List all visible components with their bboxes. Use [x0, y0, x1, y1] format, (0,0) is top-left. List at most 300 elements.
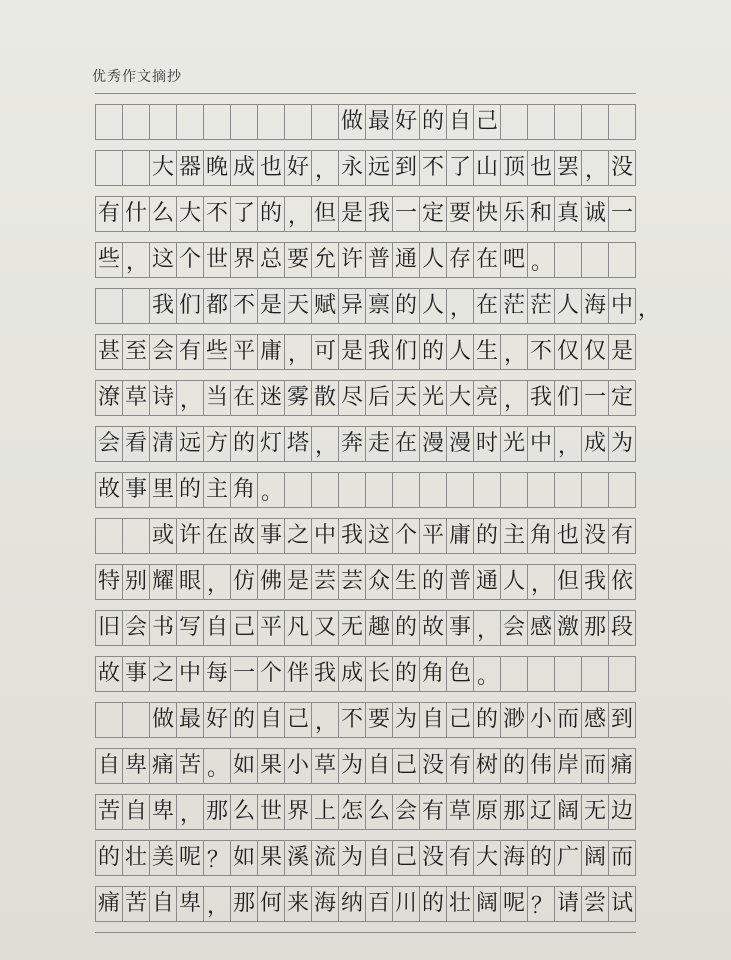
empty-cell — [96, 151, 123, 185]
char-cell: 的 — [420, 335, 447, 369]
text-row — [95, 887, 636, 921]
char-cell: 一 — [231, 657, 258, 691]
empty-cell — [555, 105, 582, 139]
empty-cell — [555, 473, 582, 507]
char-cell: 自 — [420, 703, 447, 737]
char-cell: 亮 — [474, 381, 501, 415]
empty-cell — [285, 105, 312, 139]
char-cell: 潦 — [96, 381, 123, 415]
char-cell: 的 — [420, 887, 447, 921]
char-cell: ， — [285, 335, 312, 369]
char-cell: 我 — [312, 657, 339, 691]
grid-separator — [95, 645, 636, 657]
empty-cell — [582, 473, 609, 507]
char-cell: 又 — [312, 611, 339, 645]
empty-cell — [474, 473, 501, 507]
empty-cell — [501, 657, 528, 691]
char-cell: 草 — [312, 749, 339, 783]
text-row — [95, 519, 636, 553]
char-cell: 的 — [501, 749, 528, 783]
char-cell: ， — [285, 197, 312, 231]
char-cell: ， — [501, 335, 528, 369]
char-cell: 会 — [123, 611, 150, 645]
text-row — [95, 335, 636, 369]
empty-cell — [123, 151, 150, 185]
char-cell: 为 — [609, 427, 636, 461]
char-cell: 到 — [393, 151, 420, 185]
char-cell: 渺 — [501, 703, 528, 737]
char-cell: 苦 — [96, 795, 123, 829]
title-char: 好 — [393, 105, 420, 139]
char-cell: ， — [582, 151, 609, 185]
char-cell: ？ — [528, 887, 555, 921]
char-cell: 或 — [150, 519, 177, 553]
char-cell: 异 — [339, 289, 366, 323]
empty-cell — [582, 105, 609, 139]
char-cell: 原 — [474, 795, 501, 829]
char-cell: 当 — [204, 381, 231, 415]
char-cell: 在 — [393, 427, 420, 461]
char-cell: 要 — [285, 243, 312, 277]
char-cell: 在 — [204, 519, 231, 553]
char-cell: 我 — [582, 565, 609, 599]
char-cell: 许 — [339, 243, 366, 277]
char-cell: 事 — [258, 519, 285, 553]
char-cell: 漫 — [420, 427, 447, 461]
char-cell: 美 — [150, 841, 177, 875]
char-cell: 海 — [312, 887, 339, 921]
char-cell: 永 — [339, 151, 366, 185]
char-cell: 我 — [366, 197, 393, 231]
char-cell: 不 — [528, 335, 555, 369]
char-cell: 书 — [150, 611, 177, 645]
char-cell: 在 — [231, 381, 258, 415]
char-cell: 要 — [447, 197, 474, 231]
char-cell: 人 — [447, 335, 474, 369]
char-cell: 么 — [231, 795, 258, 829]
char-cell: 角 — [231, 473, 258, 507]
text-row — [95, 749, 636, 783]
char-cell: 己 — [447, 703, 474, 737]
char-cell: ， — [474, 611, 501, 645]
char-cell: 器 — [177, 151, 204, 185]
empty-cell — [501, 473, 528, 507]
char-cell: 生 — [393, 565, 420, 599]
char-cell: 阔 — [582, 841, 609, 875]
char-cell: 成 — [231, 151, 258, 185]
char-cell: 仅 — [555, 335, 582, 369]
grid-separator — [95, 231, 636, 243]
char-cell: 的 — [474, 519, 501, 553]
text-row — [95, 657, 636, 691]
grid-separator — [95, 599, 636, 611]
char-cell: 在 — [474, 289, 501, 323]
char-cell: 角 — [420, 657, 447, 691]
char-cell: 通 — [474, 565, 501, 599]
char-cell: 大 — [177, 197, 204, 231]
grid-separator — [95, 369, 636, 381]
char-cell: 无 — [582, 795, 609, 829]
char-cell: 那 — [231, 887, 258, 921]
char-cell: 的 — [393, 657, 420, 691]
empty-cell — [96, 703, 123, 737]
char-cell: 伟 — [528, 749, 555, 783]
text-row — [95, 151, 636, 185]
char-cell: 眼 — [177, 565, 204, 599]
empty-cell — [204, 105, 231, 139]
char-cell: 仿 — [231, 565, 258, 599]
char-cell: 痛 — [150, 749, 177, 783]
char-cell: 好 — [285, 151, 312, 185]
char-cell: 后 — [366, 381, 393, 415]
char-cell: 的 — [258, 197, 285, 231]
char-cell: 一 — [582, 381, 609, 415]
char-cell: 请 — [555, 887, 582, 921]
char-cell: 顶 — [501, 151, 528, 185]
char-cell: 百 — [366, 887, 393, 921]
char-cell: 普 — [366, 243, 393, 277]
empty-cell — [339, 473, 366, 507]
text-row — [95, 427, 636, 461]
char-cell: 要 — [366, 703, 393, 737]
char-cell: 成 — [582, 427, 609, 461]
char-cell: 每 — [204, 657, 231, 691]
char-cell: 果 — [258, 841, 285, 875]
char-cell: 天 — [285, 289, 312, 323]
char-cell: 迷 — [258, 381, 285, 415]
empty-cell — [420, 473, 447, 507]
char-cell: 何 — [258, 887, 285, 921]
char-cell: 到 — [609, 703, 636, 737]
empty-cell — [96, 289, 123, 323]
char-cell: 伴 — [285, 657, 312, 691]
char-cell: ， — [312, 151, 339, 185]
char-cell: 苦 — [123, 887, 150, 921]
char-cell: ， — [312, 703, 339, 737]
char-cell: 主 — [204, 473, 231, 507]
char-cell: 试 — [609, 887, 636, 921]
char-cell: 的 — [393, 289, 420, 323]
char-cell: 个 — [177, 243, 204, 277]
char-cell: ？ — [204, 841, 231, 875]
char-cell: 感 — [528, 611, 555, 645]
char-cell: 呢 — [177, 841, 204, 875]
char-cell: 许 — [177, 519, 204, 553]
char-cell: 普 — [447, 565, 474, 599]
text-row — [95, 473, 636, 507]
char-cell: 我 — [150, 289, 177, 323]
char-cell: 长 — [366, 657, 393, 691]
char-cell: 之 — [285, 519, 312, 553]
text-row — [95, 197, 636, 231]
title-char: 己 — [474, 105, 501, 139]
char-cell: ， — [177, 381, 204, 415]
char-cell: 那 — [582, 611, 609, 645]
page-header: 优秀作文摘抄 — [92, 69, 182, 85]
margin-punctuation: ， — [638, 297, 661, 322]
empty-cell — [393, 473, 420, 507]
char-cell: 那 — [204, 795, 231, 829]
char-cell: 是 — [609, 335, 636, 369]
char-cell: 岸 — [555, 749, 582, 783]
char-cell: 卑 — [177, 887, 204, 921]
char-cell: 赋 — [312, 289, 339, 323]
char-cell: 草 — [447, 795, 474, 829]
char-cell: 走 — [366, 427, 393, 461]
text-row — [95, 795, 636, 829]
char-cell: 远 — [366, 151, 393, 185]
empty-cell — [582, 243, 609, 277]
char-cell: 事 — [123, 657, 150, 691]
char-cell: 一 — [609, 197, 636, 231]
char-cell: 众 — [366, 565, 393, 599]
char-cell: 人 — [501, 565, 528, 599]
char-cell: 中 — [312, 519, 339, 553]
char-cell: 晚 — [204, 151, 231, 185]
char-cell: 自 — [123, 795, 150, 829]
char-cell: ， — [555, 427, 582, 461]
char-cell: 故 — [96, 657, 123, 691]
char-cell: 也 — [258, 151, 285, 185]
char-cell: 角 — [528, 519, 555, 553]
char-cell: 无 — [339, 611, 366, 645]
char-cell: 。 — [528, 243, 555, 277]
char-cell: 散 — [312, 381, 339, 415]
char-cell: 时 — [474, 427, 501, 461]
empty-cell — [96, 105, 123, 139]
char-cell: 是 — [339, 335, 366, 369]
char-cell: 乐 — [501, 197, 528, 231]
char-cell: 没 — [420, 841, 447, 875]
char-cell: 人 — [420, 289, 447, 323]
char-cell: 是 — [339, 197, 366, 231]
char-cell: 庸 — [447, 519, 474, 553]
char-cell: 世 — [258, 795, 285, 829]
char-cell: 己 — [393, 749, 420, 783]
text-row — [95, 289, 661, 323]
char-cell: 但 — [555, 565, 582, 599]
char-cell: 草 — [123, 381, 150, 415]
char-cell: 没 — [609, 151, 636, 185]
empty-cell — [609, 473, 636, 507]
char-cell: 仅 — [582, 335, 609, 369]
char-cell: 塔 — [285, 427, 312, 461]
char-cell: 了 — [447, 151, 474, 185]
char-cell: 都 — [204, 289, 231, 323]
char-cell: 有 — [420, 795, 447, 829]
title-char: 自 — [447, 105, 474, 139]
char-cell: 做 — [150, 703, 177, 737]
char-cell: ， — [177, 795, 204, 829]
char-cell: 大 — [150, 151, 177, 185]
char-cell: 光 — [420, 381, 447, 415]
grid-separator — [95, 323, 636, 335]
char-cell: ， — [204, 565, 231, 599]
char-cell: 我 — [366, 335, 393, 369]
grid-separator — [95, 829, 636, 841]
char-cell: 么 — [366, 795, 393, 829]
empty-cell — [123, 289, 150, 323]
char-cell: 为 — [393, 703, 420, 737]
grid-separator — [95, 461, 636, 473]
empty-cell — [609, 657, 636, 691]
title-row — [95, 105, 636, 139]
char-cell: 不 — [231, 289, 258, 323]
char-cell: 怎 — [339, 795, 366, 829]
text-row — [95, 841, 636, 875]
char-cell: 为 — [339, 841, 366, 875]
empty-cell — [528, 105, 555, 139]
title-char: 最 — [366, 105, 393, 139]
char-cell: 诗 — [150, 381, 177, 415]
char-cell: 可 — [312, 335, 339, 369]
char-cell: 边 — [609, 795, 636, 829]
char-cell: 佛 — [258, 565, 285, 599]
char-cell: 允 — [312, 243, 339, 277]
char-cell: 禀 — [366, 289, 393, 323]
char-cell: 激 — [555, 611, 582, 645]
char-cell: 茫 — [528, 289, 555, 323]
char-cell: 也 — [528, 151, 555, 185]
char-cell: 自 — [258, 703, 285, 737]
char-cell: 的 — [528, 841, 555, 875]
char-cell: 自 — [204, 611, 231, 645]
char-cell: 依 — [609, 565, 636, 599]
char-cell: 而 — [582, 749, 609, 783]
char-cell: 壮 — [447, 887, 474, 921]
char-cell: 看 — [123, 427, 150, 461]
char-cell: 旧 — [96, 611, 123, 645]
char-cell: 海 — [501, 841, 528, 875]
char-cell: 感 — [582, 703, 609, 737]
char-cell: 自 — [96, 749, 123, 783]
char-cell: 不 — [204, 197, 231, 231]
grid-separator — [95, 277, 636, 289]
title-char: 做 — [339, 105, 366, 139]
char-cell: 世 — [204, 243, 231, 277]
char-cell: 尝 — [582, 887, 609, 921]
char-cell: 痛 — [96, 887, 123, 921]
char-cell: 平 — [420, 519, 447, 553]
char-cell: 的 — [177, 473, 204, 507]
char-cell: 和 — [528, 197, 555, 231]
char-cell: 果 — [258, 749, 285, 783]
text-row — [95, 703, 636, 737]
char-cell: 没 — [582, 519, 609, 553]
char-cell: 会 — [501, 611, 528, 645]
char-cell: 那 — [501, 795, 528, 829]
empty-cell — [366, 473, 393, 507]
char-cell: 个 — [393, 519, 420, 553]
grid-separator — [95, 691, 636, 703]
char-cell: 平 — [258, 611, 285, 645]
grid-separator — [95, 93, 636, 105]
char-cell: 趣 — [366, 611, 393, 645]
char-cell: 通 — [393, 243, 420, 277]
grid-separator — [95, 185, 636, 197]
manuscript-grid — [95, 93, 661, 935]
char-cell: 么 — [150, 197, 177, 231]
char-cell: 的 — [474, 703, 501, 737]
char-cell: 小 — [528, 703, 555, 737]
empty-cell — [609, 105, 636, 139]
char-cell: 一 — [393, 197, 420, 231]
char-cell: 会 — [150, 335, 177, 369]
char-cell: 痛 — [609, 749, 636, 783]
grid-separator — [95, 139, 636, 151]
title-char: 的 — [420, 105, 447, 139]
empty-cell — [123, 519, 150, 553]
char-cell: 大 — [447, 381, 474, 415]
char-cell: 己 — [393, 841, 420, 875]
char-cell: 纳 — [339, 887, 366, 921]
char-cell: 茫 — [501, 289, 528, 323]
char-cell: ， — [312, 427, 339, 461]
char-cell: 好 — [204, 703, 231, 737]
empty-cell — [555, 657, 582, 691]
char-cell: 段 — [609, 611, 636, 645]
char-cell: 人 — [555, 289, 582, 323]
empty-cell — [447, 473, 474, 507]
empty-cell — [123, 105, 150, 139]
char-cell: 我 — [339, 519, 366, 553]
char-cell: 来 — [285, 887, 312, 921]
char-cell: 中 — [177, 657, 204, 691]
char-cell: 是 — [285, 565, 312, 599]
empty-cell — [312, 473, 339, 507]
char-cell: 至 — [123, 335, 150, 369]
char-cell: 有 — [609, 519, 636, 553]
char-cell: 而 — [555, 703, 582, 737]
char-cell: 人 — [420, 243, 447, 277]
char-cell: 中 — [609, 289, 636, 323]
char-cell: 海 — [582, 289, 609, 323]
text-row — [95, 565, 636, 599]
char-cell: 色 — [447, 657, 474, 691]
char-cell: 成 — [339, 657, 366, 691]
char-cell: 们 — [177, 289, 204, 323]
char-cell: 这 — [366, 519, 393, 553]
char-cell: 如 — [231, 841, 258, 875]
char-cell: 。 — [204, 749, 231, 783]
grid-separator — [95, 921, 636, 933]
char-cell: ， — [528, 565, 555, 599]
grid-separator — [95, 875, 636, 887]
empty-cell — [231, 105, 258, 139]
char-cell: 。 — [474, 657, 501, 691]
char-cell: 上 — [312, 795, 339, 829]
empty-cell — [177, 105, 204, 139]
char-cell: 有 — [96, 197, 123, 231]
char-cell: ， — [123, 243, 150, 277]
empty-cell — [528, 657, 555, 691]
char-cell: 定 — [609, 381, 636, 415]
char-cell: 小 — [285, 749, 312, 783]
char-cell: 事 — [447, 611, 474, 645]
char-cell: 有 — [447, 749, 474, 783]
char-cell: 自 — [150, 887, 177, 921]
char-cell: 些 — [96, 243, 123, 277]
char-cell: 但 — [312, 197, 339, 231]
grid-separator — [95, 737, 636, 749]
char-cell: 们 — [555, 381, 582, 415]
char-cell: 写 — [177, 611, 204, 645]
empty-cell — [609, 243, 636, 277]
char-cell: 辽 — [528, 795, 555, 829]
char-cell: 别 — [123, 565, 150, 599]
empty-cell — [150, 105, 177, 139]
grid-separator — [95, 507, 636, 519]
